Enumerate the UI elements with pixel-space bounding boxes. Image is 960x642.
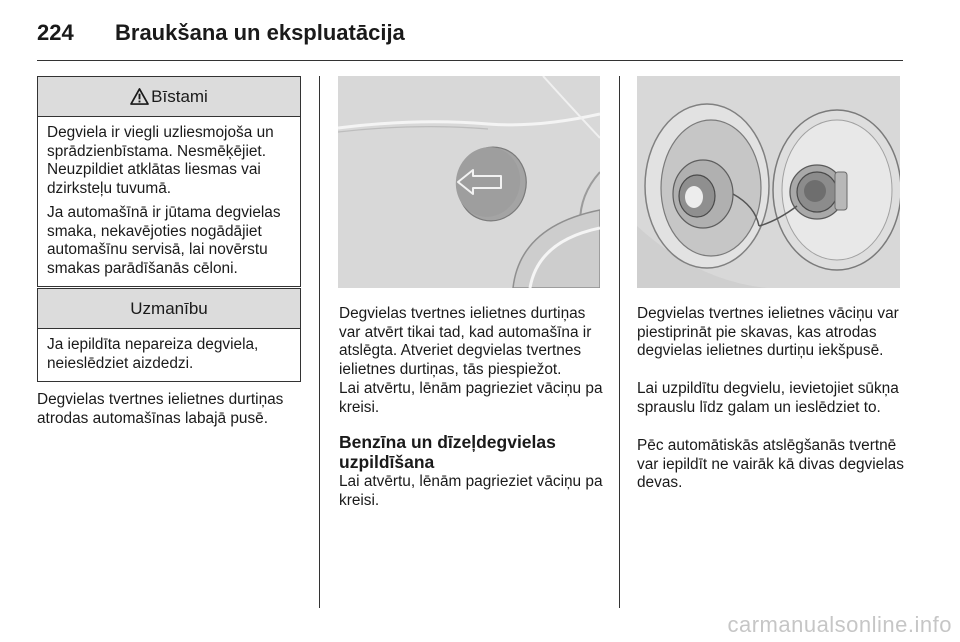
danger-box [37, 76, 301, 287]
danger-paragraph: Ja automašīnā ir jūtama degvielas smaka, nekavējoties nogādājiet automašīnu servisā, lai novērstu smakas parādīšanās cēloni. [47, 204, 281, 277]
caution-box-body [38, 329, 300, 381]
turn-cap-text: Lai atvērtu, lēnām pagrieziet vāciņu pa kreisi. [339, 380, 603, 416]
column-divider [319, 76, 320, 608]
page-header [37, 14, 903, 61]
fuel-cap-drawing [637, 76, 900, 288]
watermark: carmanualsonline.info [727, 612, 952, 637]
page-number: 224 [37, 20, 74, 45]
fuel-door-location-text: Degvielas tvertnes ielietnes durtiņas atrodas automašīnas labajā pusē. [37, 391, 284, 427]
max-fill-text: Pēc automātiskās atslēgšanās tvertnē var iepildīt ne vairāk kā divas degvielas devas. [637, 437, 904, 491]
fuel-filler-flap-illustration [338, 76, 600, 288]
section-title: Braukšana un ekspluatācija [115, 20, 405, 45]
column-divider [619, 76, 620, 608]
insert-nozzle-text: Lai uzpildītu degvielu, ievietojiet sūkņa sprauslu līdz galam un ieslēdziet to. [637, 380, 899, 416]
danger-paragraph: Degviela ir viegli uzliesmojoša un sprādzienbīstama. Nesmēķējiet. Neuzpildiet atklātas liesmas vai dzirksteļu tuvumā. [47, 124, 274, 197]
caution-box [37, 288, 301, 382]
caution-box-title: Uzmanību [130, 298, 208, 318]
danger-box-body [38, 117, 300, 286]
cap-clip-text: Degvielas tvertnes ielietnes vāciņu var piestiprināt pie skavas, kas atrodas degvielas ielietnes durtiņu iekšpusē. [637, 305, 899, 359]
warning-triangle-icon [130, 88, 149, 105]
fuel-door-open-text: Degvielas tvertnes ielietnes durtiņas var atvērt tikai tad, kad automašīna ir atslēgta. Atveriet degvielas tvertnes ielietnes durtiņas, tās piespiežot. [339, 305, 592, 378]
car-body-drawing [338, 76, 600, 288]
danger-box-title: Bīstami [151, 86, 208, 106]
fuel-cap-on-clip-illustration [637, 76, 900, 288]
turn-cap-text-repeat: Lai atvērtu, lēnām pagrieziet vāciņu pa kreisi. [339, 473, 603, 509]
caution-box-header [38, 289, 300, 329]
caution-paragraph: Ja iepildīta nepareiza degviela, neieslēdziet aizdedzi. [47, 336, 259, 372]
refuelling-subheading: Benzīna un dīzeļdegvielas uzpildīšana [339, 432, 556, 472]
danger-box-header [38, 77, 300, 117]
